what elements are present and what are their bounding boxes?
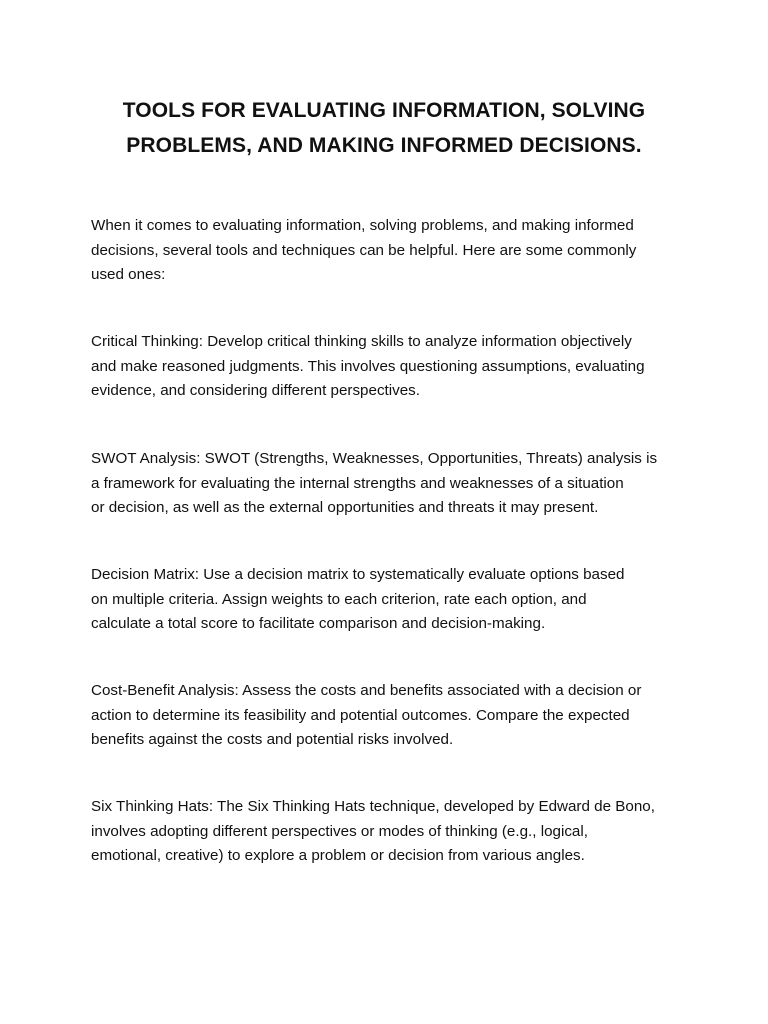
text-line: Six Thinking Hats: The Six Thinking Hats technique, developed by Edward de Bono,	[91, 798, 655, 815]
title-line-2: PROBLEMS, AND MAKING INFORMED DECISIONS.	[126, 134, 642, 157]
text-line: emotional, creative) to explore a problem or decision from various angles.	[91, 847, 585, 864]
document-title	[60, 93, 708, 163]
text-line: Decision Matrix: Use a decision matrix to systematically evaluate options based	[91, 566, 625, 583]
cost-benefit-analysis-paragraph	[91, 679, 691, 753]
text-line: SWOT Analysis: SWOT (Strengths, Weaknesses, Opportunities, Threats) analysis is	[91, 450, 658, 467]
critical-thinking-paragraph	[91, 330, 691, 404]
text-line: used ones:	[91, 266, 166, 283]
text-line: calculate a total score to facilitate comparison and decision-making.	[91, 615, 546, 632]
text-line: a framework for evaluating the internal strengths and weaknesses of a situation	[91, 474, 624, 492]
title-line-1: TOOLS FOR EVALUATING INFORMATION, SOLVING	[122, 99, 646, 122]
text-line: on multiple criteria. Assign weights to each criterion, rate each option, and	[91, 590, 587, 608]
swot-analysis-paragraph	[91, 447, 691, 521]
text-line: Cost-Benefit Analysis: Assess the costs and benefits associated with a decision or	[91, 682, 642, 699]
text-line: involves adopting different perspectives or modes of thinking (e.g., logical,	[91, 822, 588, 840]
text-line: action to determine its feasibility and potential outcomes. Compare the expected	[91, 706, 630, 724]
text-line: or decision, as well as the external opportunities and threats it may present.	[91, 499, 599, 516]
text-line: and make reasoned judgments. This involves questioning assumptions, evaluating	[91, 357, 645, 375]
text-line: decisions, several tools and techniques can be helpful. Here are some commonly	[91, 241, 637, 259]
decision-matrix-paragraph	[91, 563, 691, 637]
text-line: evidence, and considering different perspectives.	[91, 382, 420, 399]
intro-paragraph	[91, 214, 691, 288]
text-line: benefits against the costs and potential risks involved.	[91, 731, 454, 748]
text-line: When it comes to evaluating information, solving problems, and making informed	[91, 217, 634, 234]
six-thinking-hats-paragraph	[91, 795, 691, 869]
text-line: Critical Thinking: Develop critical thinking skills to analyze information objectively	[91, 333, 632, 350]
